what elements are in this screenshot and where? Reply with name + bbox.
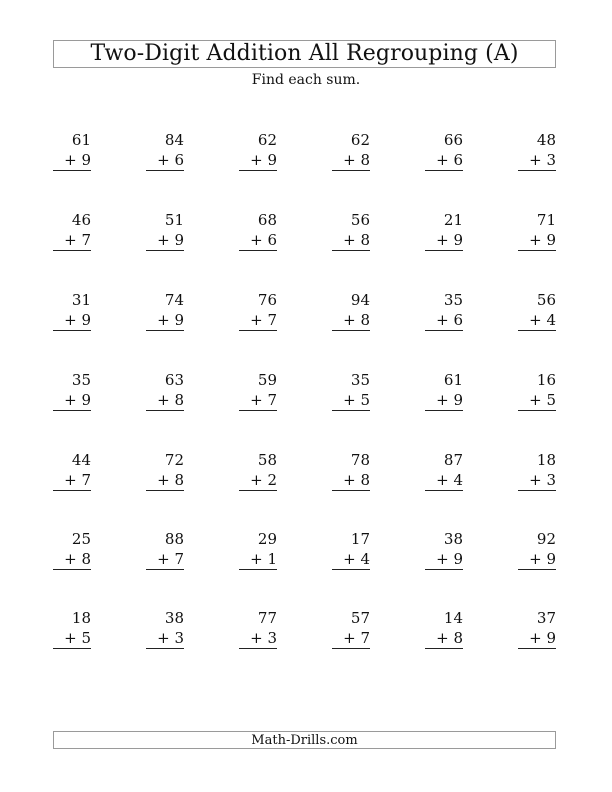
addend-bottom: + 8 bbox=[53, 549, 91, 570]
addition-problem bbox=[146, 608, 184, 649]
addition-problem bbox=[425, 450, 463, 491]
addend-top: 14 bbox=[443, 609, 463, 627]
addend-bottom: + 6 bbox=[239, 230, 277, 251]
addend-bottom: + 9 bbox=[146, 230, 184, 251]
addend-top: 71 bbox=[536, 211, 556, 229]
addition-problem bbox=[146, 130, 184, 171]
addition-problem bbox=[332, 450, 370, 491]
addend-bottom: + 3 bbox=[146, 628, 184, 649]
addend-top: 78 bbox=[350, 451, 370, 469]
addend-bottom: + 9 bbox=[425, 549, 463, 570]
addend-top: 38 bbox=[164, 609, 184, 627]
addend-top: 38 bbox=[443, 530, 463, 548]
addend-top: 57 bbox=[350, 609, 370, 627]
addend-top: 48 bbox=[536, 131, 556, 149]
addend-top: 61 bbox=[71, 131, 91, 149]
addend-bottom: + 4 bbox=[518, 310, 556, 331]
addend-bottom: + 8 bbox=[146, 390, 184, 411]
addend-top: 58 bbox=[257, 451, 277, 469]
addend-top: 35 bbox=[443, 291, 463, 309]
addend-top: 31 bbox=[71, 291, 91, 309]
addend-top: 18 bbox=[536, 451, 556, 469]
addend-top: 17 bbox=[350, 530, 370, 548]
addend-bottom: + 9 bbox=[53, 390, 91, 411]
addition-problem bbox=[53, 370, 91, 411]
addition-problem bbox=[518, 529, 556, 570]
addition-problem bbox=[425, 529, 463, 570]
addition-problem bbox=[146, 450, 184, 491]
addend-top: 66 bbox=[443, 131, 463, 149]
addition-problem bbox=[239, 608, 277, 649]
addend-bottom: + 9 bbox=[518, 628, 556, 649]
addend-bottom: + 9 bbox=[239, 150, 277, 171]
addition-problem bbox=[146, 290, 184, 331]
addition-problem bbox=[53, 130, 91, 171]
addend-top: 68 bbox=[257, 211, 277, 229]
addition-problem bbox=[53, 290, 91, 331]
addition-problem bbox=[518, 210, 556, 251]
addend-top: 84 bbox=[164, 131, 184, 149]
addend-bottom: + 3 bbox=[518, 470, 556, 491]
addend-top: 51 bbox=[164, 211, 184, 229]
addition-problem bbox=[239, 529, 277, 570]
addition-problem bbox=[332, 529, 370, 570]
addend-top: 87 bbox=[443, 451, 463, 469]
addend-bottom: + 9 bbox=[146, 310, 184, 331]
addend-top: 77 bbox=[257, 609, 277, 627]
addend-bottom: + 9 bbox=[53, 150, 91, 171]
addend-top: 88 bbox=[164, 530, 184, 548]
addend-top: 16 bbox=[536, 371, 556, 389]
addition-problem bbox=[332, 290, 370, 331]
addend-top: 35 bbox=[350, 371, 370, 389]
addition-problem bbox=[332, 130, 370, 171]
addition-problem bbox=[146, 370, 184, 411]
footer-box bbox=[53, 731, 556, 749]
addition-problem bbox=[146, 210, 184, 251]
addend-top: 44 bbox=[71, 451, 91, 469]
addition-problem bbox=[518, 130, 556, 171]
addend-bottom: + 7 bbox=[332, 628, 370, 649]
addend-bottom: + 4 bbox=[332, 549, 370, 570]
addition-problem bbox=[53, 450, 91, 491]
addend-bottom: + 9 bbox=[518, 549, 556, 570]
addition-problem bbox=[332, 210, 370, 251]
addition-problem bbox=[425, 370, 463, 411]
addition-problem bbox=[239, 210, 277, 251]
addend-top: 61 bbox=[443, 371, 463, 389]
addend-bottom: + 9 bbox=[53, 310, 91, 331]
instructions: Find each sum. bbox=[251, 72, 361, 88]
addend-bottom: + 8 bbox=[332, 310, 370, 331]
addition-problem bbox=[239, 370, 277, 411]
addition-problem bbox=[518, 370, 556, 411]
addition-problem bbox=[425, 130, 463, 171]
addition-problem bbox=[425, 210, 463, 251]
footer-site: Math-Drills.com bbox=[251, 732, 358, 748]
addition-problem bbox=[518, 450, 556, 491]
addend-top: 46 bbox=[71, 211, 91, 229]
addition-problem bbox=[518, 608, 556, 649]
addend-bottom: + 5 bbox=[332, 390, 370, 411]
addition-problem bbox=[425, 608, 463, 649]
addend-bottom: + 6 bbox=[425, 310, 463, 331]
addition-problem bbox=[146, 529, 184, 570]
addition-problem bbox=[53, 608, 91, 649]
addend-top: 29 bbox=[257, 530, 277, 548]
addend-bottom: + 7 bbox=[53, 230, 91, 251]
addend-bottom: + 6 bbox=[425, 150, 463, 171]
addend-top: 62 bbox=[257, 131, 277, 149]
addend-bottom: + 8 bbox=[425, 628, 463, 649]
addend-top: 72 bbox=[164, 451, 184, 469]
addend-top: 59 bbox=[257, 371, 277, 389]
addend-bottom: + 7 bbox=[53, 470, 91, 491]
addend-bottom: + 9 bbox=[425, 390, 463, 411]
addend-top: 21 bbox=[443, 211, 463, 229]
addend-bottom: + 2 bbox=[239, 470, 277, 491]
addend-bottom: + 5 bbox=[518, 390, 556, 411]
addend-bottom: + 7 bbox=[146, 549, 184, 570]
addend-bottom: + 7 bbox=[239, 390, 277, 411]
addition-problem bbox=[425, 290, 463, 331]
addend-bottom: + 1 bbox=[239, 549, 277, 570]
addend-top: 63 bbox=[164, 371, 184, 389]
addend-bottom: + 8 bbox=[146, 470, 184, 491]
addend-top: 92 bbox=[536, 530, 556, 548]
addend-bottom: + 5 bbox=[53, 628, 91, 649]
addition-problem bbox=[518, 290, 556, 331]
addition-problem bbox=[239, 450, 277, 491]
addition-problem bbox=[53, 529, 91, 570]
addition-problem bbox=[239, 290, 277, 331]
addend-top: 94 bbox=[350, 291, 370, 309]
addend-bottom: + 3 bbox=[239, 628, 277, 649]
addition-problem bbox=[53, 210, 91, 251]
addend-top: 56 bbox=[350, 211, 370, 229]
addend-top: 25 bbox=[71, 530, 91, 548]
addend-top: 76 bbox=[257, 291, 277, 309]
addend-bottom: + 8 bbox=[332, 470, 370, 491]
addend-top: 56 bbox=[536, 291, 556, 309]
addend-top: 37 bbox=[536, 609, 556, 627]
addend-bottom: + 9 bbox=[425, 230, 463, 251]
addend-bottom: + 6 bbox=[146, 150, 184, 171]
addend-top: 74 bbox=[164, 291, 184, 309]
addition-problem bbox=[239, 130, 277, 171]
addition-problem bbox=[332, 608, 370, 649]
addend-top: 35 bbox=[71, 371, 91, 389]
addend-bottom: + 4 bbox=[425, 470, 463, 491]
addend-top: 62 bbox=[350, 131, 370, 149]
addend-bottom: + 3 bbox=[518, 150, 556, 171]
addend-bottom: + 8 bbox=[332, 150, 370, 171]
page-title: Two-Digit Addition All Regrouping (A) bbox=[90, 41, 519, 66]
addend-top: 18 bbox=[71, 609, 91, 627]
addend-bottom: + 8 bbox=[332, 230, 370, 251]
addend-bottom: + 7 bbox=[239, 310, 277, 331]
addition-problem bbox=[332, 370, 370, 411]
addend-bottom: + 9 bbox=[518, 230, 556, 251]
